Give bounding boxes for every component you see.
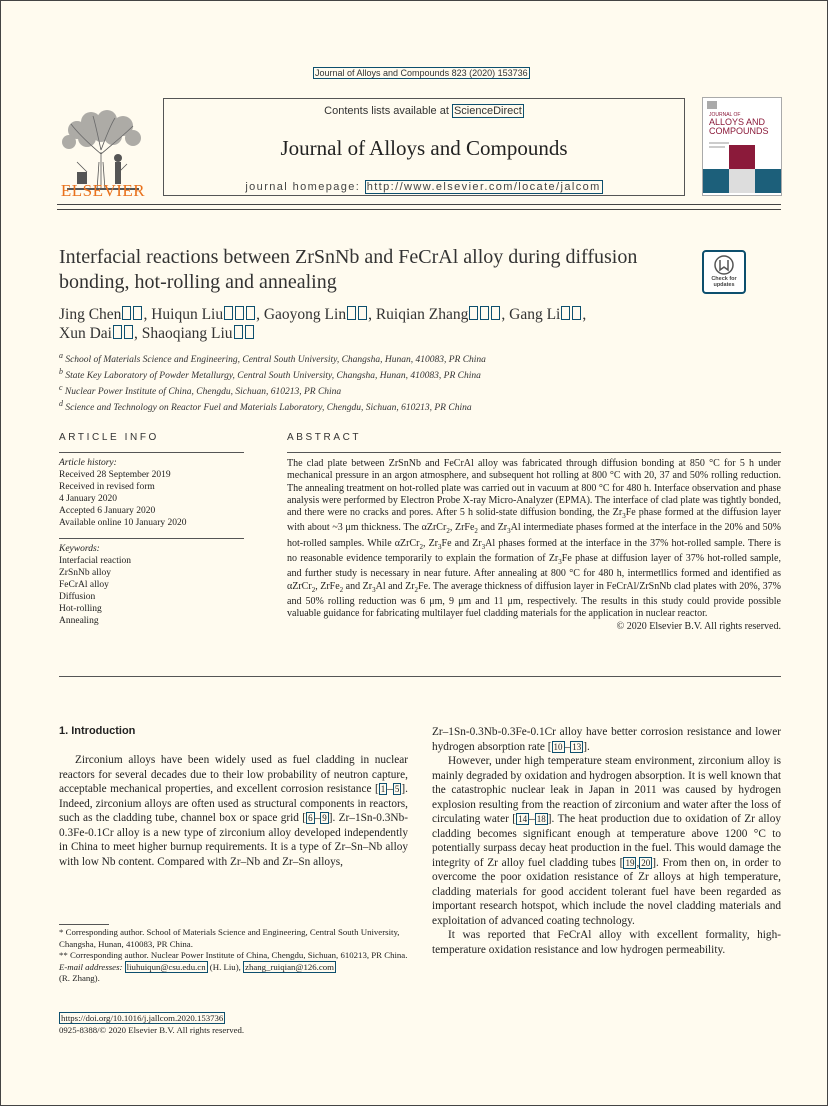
footnotes	[59, 927, 408, 985]
cover-line-2: ALLOYS AND	[709, 117, 766, 127]
footnote: * Corresponding author. School of Materials Science and Engineering, Central South University, Changsha, Hunan, 410083, PR China.	[59, 927, 400, 949]
cover-line-1: JOURNAL OF	[709, 112, 741, 118]
keyword: Diffusion	[59, 592, 96, 602]
footnote: ** Corresponding author. Nuclear Power Institute of China, Chengdu, Sichuan, 610213, PR China.	[59, 950, 408, 960]
keyword: Interfacial reaction	[59, 556, 131, 566]
email-link[interactable]: zhang_ruiqian@126.com	[245, 961, 335, 972]
copyright: © 2020 Elsevier B.V. All rights reserved.	[616, 620, 781, 632]
header-rule	[57, 204, 781, 210]
author[interactable]: Shaoqiang Liu	[142, 325, 255, 342]
divider	[59, 538, 244, 539]
keyword: Hot-rolling	[59, 604, 102, 614]
author[interactable]: Huiqun Liu	[151, 306, 256, 323]
article-info-heading: ARTICLE INFO	[59, 432, 159, 443]
keyword: Annealing	[59, 616, 99, 626]
email-link[interactable]: liuhuiqun@csu.edu.cn	[126, 961, 206, 972]
journal-title: Journal of Alloys and Compounds	[280, 136, 568, 160]
author-list: Jing Chen , Huiqun Liu , Gaoyong Lin , Ruiqian Zhang , Gang Li , Xun Dai , Shaoqiang Liu	[59, 306, 587, 342]
check-for-updates-badge[interactable]	[702, 250, 746, 294]
history-line: Accepted 6 January 2020	[59, 506, 156, 516]
footnote-emails: E-mail addresses: liuhuiqun@csu.edu.cn (H. Liu), zhang_ruiqian@126.com (R. Zhang).	[59, 961, 335, 983]
author[interactable]: Xun Dai	[59, 325, 134, 342]
journal-citation-link[interactable]: Journal of Alloys and Compounds 823 (2020) 153736	[315, 68, 528, 78]
journal-cover[interactable]	[702, 97, 782, 196]
affiliation: $^b$ State Key Laboratory of Powder Metallurgy, Central South University, Changsha, Hunan, 410083, PR China	[59, 367, 481, 382]
homepage-line: journal homepage: http://www.elsevier.com/locate/jalcom	[245, 181, 601, 193]
history-line: Received in revised form	[59, 482, 155, 492]
abstract-text: The clad plate between ZrSnNb and FeCrAl alloy was fabricated through diffusion bonding at 850 °C for 5 h under mechanical pressure in an argon atmosphere, and subsequent hot rolling at 800 °C with 20, 37 and 50% rolling reduction. The annealing treatment on hot-rolled plate was carried out in vacuum at 800 °C for 480 h. Interface observation and phase analysis were performed by Electron Probe X-ray Micro-Analyzer (EPMA). The interface of clad plate was tightly bonded, and there were no cracks and pores. After 5 h solid-state diffusion bonding, the $Zr_3Fe$ phase formed at the diffusion layer with about ~3 μm thickness. The αZrCr$_2$, ZrFe$_2$ and $Zr_3Al$ intermediate phases formed at the interface in the 20% and 50% hot-rolled samples. While αZrCr$_2$, $Zr_3Fe$ and $Zr_3Al$ phases formed at the interface in the 37% hot-rolled sample. There is no reasonable evidence temporarily to explain the formation of $Zr_3Fe$ phase at diffusion layer of 37% hot-rolled sample, and further study is necessary in near future. After annealing at 800 °C for 480 h, intermetllics formed and identified as αZrCr$_2$, ZrFe$_2$ and $Zr_3Al$ and $Zr_2Fe$. The average thickness of diffusion layer in FeCrAl/ZrSnNb clad plates with 20%, 37% and 50% rolling reduction was 6 μm, 9 μm and 11 μm, respectively. The results in this study could provide possible valuable guidance for fabricating multilayer fuel cladding materials for the application in nuclear reactor. © 2020 Elsevier B.V. All rights reserved.	[287, 458, 781, 632]
sciencedirect-link[interactable]: ScienceDirect	[453, 105, 522, 117]
bookmark-icon	[704, 253, 744, 277]
section-heading: 1. Introduction	[59, 725, 136, 737]
author[interactable]: Gang Li	[509, 306, 582, 323]
abstract-heading: ABSTRACT	[287, 432, 362, 443]
homepage-link[interactable]: http://www.elsevier.com/locate/jalcom	[366, 181, 601, 193]
history-line: Received 28 September 2019	[59, 470, 171, 480]
divider	[287, 452, 781, 453]
keywords	[59, 543, 244, 627]
article-title: Interfacial reactions between ZrSnNb and FeCrAl alloy during diffusion bonding, hot-rolling and annealing	[59, 246, 638, 293]
affiliations	[59, 350, 759, 415]
author[interactable]: Jing Chen	[59, 306, 143, 323]
article-history	[59, 457, 244, 529]
history-label: Article history:	[59, 458, 117, 468]
keyword: FeCrAl alloy	[59, 580, 109, 590]
body-column-right: Zr–1Sn-0.3Nb-0.3Fe-0.1Cr alloy have better corrosion resistance and lower hydrogen absorption rate [ 10 – 13 ]. However, under high temperature steam environment, zirconium alloy is mainly degraded by oxidation and hydrogen absorption. It is well known that the catastrophic nuclear leak in Japan in 2011 was caused by hydrogen explosion resulting from the reaction of zirconium and water after the loss of circulating water [ 14 – 18 ]. The heat production due to oxidation of Zr alloy cladding becomes significant enough at temperature above 1200 °C to potentially surpass decay heat production in the fuel. This would damage the integrity of Zr alloy fuel cladding tubes [ 19 , 20 ]. From then on, in order to overcome the poor oxidation resistance of Zr alloys at high temperature, cladding materials for good accident tolerant fuel have been regarded as important research hotspot, which include the novel cladding materials and exploitation of advanced coating technology. It was reported that FeCrAl alloy with excellent formality, high-temperature oxidation resistance and low hydrogen permeability.	[432, 726, 781, 956]
issn-line: 0925-8388/© 2020 Elsevier B.V. All rights reserved.	[59, 1024, 245, 1035]
footnote-rule	[59, 924, 109, 925]
affiliation: $^d$ Science and Technology on Reactor Fuel and Materials Laboratory, Chengdu, Sichuan, 610213, PR China	[59, 399, 472, 414]
divider	[59, 676, 781, 677]
affiliation: $^a$ School of Materials Science and Engineering, Central South University, Changsha, Hunan, 410083, PR China	[59, 351, 486, 366]
keyword: ZrSnNb alloy	[59, 568, 111, 578]
author[interactable]: Ruiqian Zhang	[376, 306, 502, 323]
keywords-label: Keywords:	[59, 544, 100, 554]
check-badge-label: Check for updates	[711, 276, 737, 288]
history-line: Available online 10 January 2020	[59, 518, 187, 528]
cover-graphic	[703, 145, 781, 193]
journal-header	[163, 98, 685, 196]
author[interactable]: Gaoyong Lin	[264, 306, 368, 323]
contents-line: Contents lists available at ScienceDirect	[324, 105, 522, 117]
history-line: 4 January 2020	[59, 494, 118, 504]
elsevier-wordmark: ELSEVIER	[60, 181, 146, 200]
affiliation: $^c$ Nuclear Power Institute of China, Chengdu, Sichuan, 610213, PR China	[59, 383, 342, 398]
divider	[59, 452, 244, 453]
doi-link[interactable]: https://doi.org/10.1016/j.jallcom.2020.153736	[61, 1013, 224, 1023]
cover-line-3: COMPOUNDS	[709, 126, 769, 136]
body-column-left: Zirconium alloys have been widely used as fuel cladding in nuclear reactors for several decades due to their low probability of neutron capture, acceptable mechanical properties, and excellent corrosion resistance [ 1 – 5 ]. Indeed, zirconium alloys are often used as structural components in reactors, such as the cladding tube, channel box or space grid [ 6 – 9 ]. Zr–1Sn-0.3Nb-0.3Fe-0.1Cr alloy is a new type of zirconium alloy developed independently in China to meet higher burnup requirements. It is a type of Zr–Sn–Nb alloy with low Nb content. Compared with Zr–Nb and Zr–Sn alloys,	[59, 754, 408, 868]
doi-block	[59, 1013, 244, 1036]
